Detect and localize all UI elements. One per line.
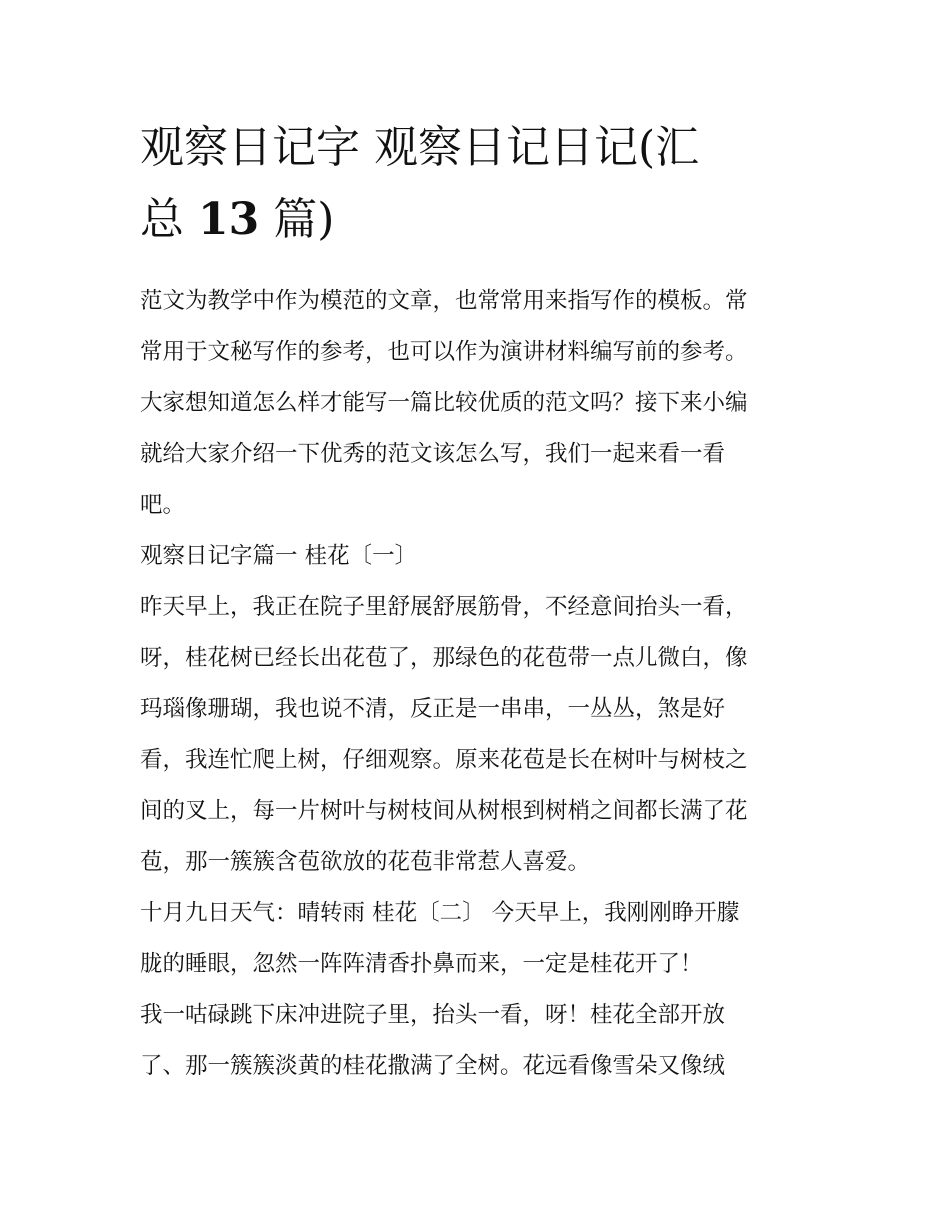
paragraph-1-line-4: 看，我连忙爬上树，仔细观察。原来花苞是长在树叶与树枝之: [140, 747, 748, 773]
document-body: [140, 276, 820, 1092]
paragraph-2-line-1: 十月九日天气：晴转雨 桂花〔二〕 今天早上，我刚刚睁开朦: [140, 900, 740, 926]
title-line-2-prefix: 总: [140, 194, 198, 245]
paragraph-1-line-5: 间的叉上，每一片树叶与树枝间从树根到树梢之间都长满了花: [140, 798, 748, 824]
paragraph-3-line-1: 我一咕碌跳下床冲进院子里，抬头一看，呀！桂花全部开放: [140, 1002, 726, 1028]
paragraph-1-line-2: 呀，桂花树已经长出花苞了，那绿色的花苞带一点儿微白，像: [140, 645, 748, 671]
title-count: 13: [198, 194, 260, 245]
paragraph-1-line-3: 玛瑙像珊瑚，我也说不清，反正是一串串，一丛丛，煞是好: [140, 696, 726, 722]
intro-line-5: 吧。: [140, 492, 186, 518]
paragraph-1-line-6: 苞，那一簇簇含苞欲放的花苞非常惹人喜爱。: [140, 849, 591, 875]
intro-line-4: 就给大家介绍一下优秀的范文该怎么写，我们一起来看一看: [140, 441, 726, 467]
intro-line-2: 常用于文秘写作的参考，也可以作为演讲材料编写前的参考。: [140, 339, 748, 365]
paragraph-2-line-2: 胧的睡眼，忽然一阵阵清香扑鼻而来，一定是桂花开了！: [140, 951, 703, 977]
title-line-2-suffix: 篇): [259, 194, 335, 245]
paragraph-3-line-2: 了、那一簇簇淡黄的桂花撒满了全树。花远看像雪朵又像绒: [140, 1053, 726, 1079]
section-heading-1: 观察日记字篇一 桂花〔一〕: [140, 543, 418, 569]
title-line-2: [140, 184, 820, 256]
intro-line-1: 范文为教学中作为模范的文章，也常常用来指写作的模板。常: [140, 288, 748, 314]
title-line-1: 观察日记字 观察日记日记(汇: [140, 122, 700, 173]
intro-line-3: 大家想知道怎么样才能写一篇比较优质的范文吗？接下来小编: [140, 390, 748, 416]
paragraph-1-line-1: 昨天早上，我正在院子里舒展舒展筋骨，不经意间抬头一看，: [140, 594, 748, 620]
document-title: [140, 112, 820, 256]
